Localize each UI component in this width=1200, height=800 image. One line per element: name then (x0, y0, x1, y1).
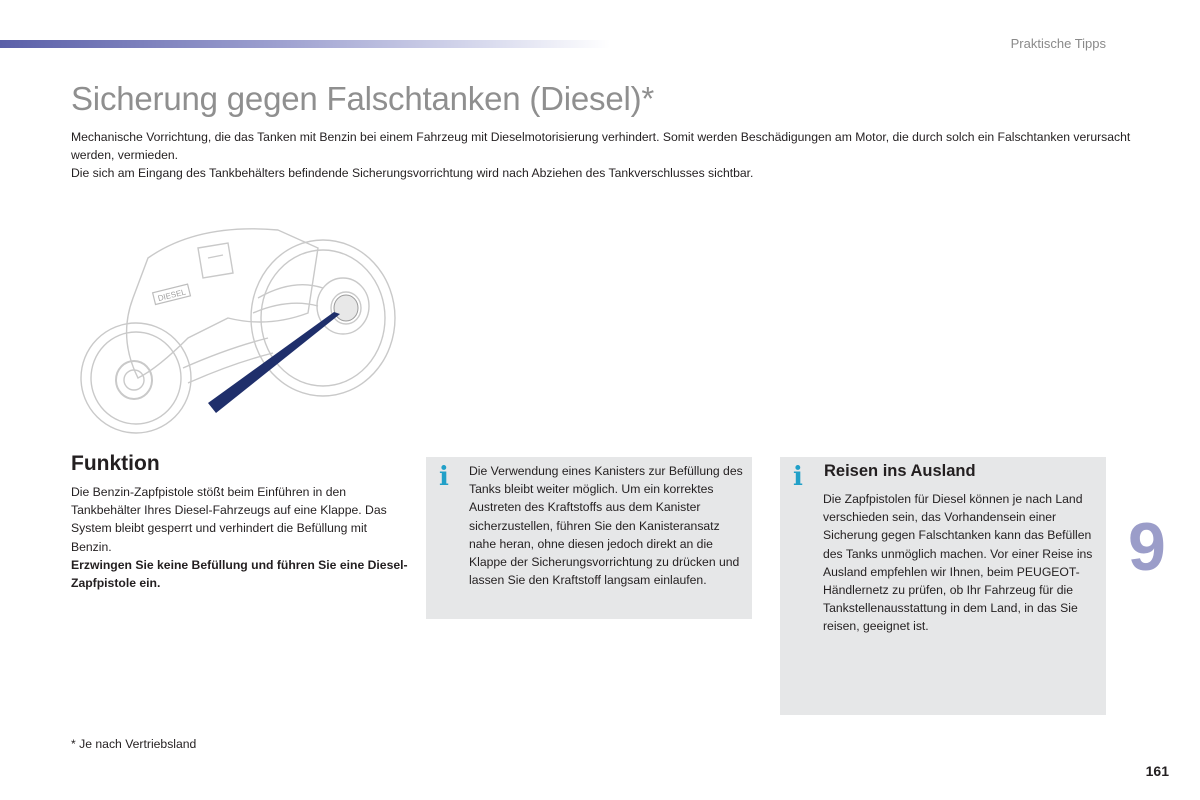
info-box-travel (780, 457, 1106, 715)
diesel-label: DIESEL (156, 287, 187, 304)
chapter-number: 9 (1128, 509, 1166, 585)
intro-text (71, 128, 1131, 182)
funktion-body (71, 483, 411, 592)
info-box-canister (426, 457, 752, 619)
funktion-heading: Funktion (71, 452, 160, 475)
page-title: Sicherung gegen Falschtanken (Diesel)* (71, 80, 655, 117)
fuel-filler-illustration (78, 218, 398, 438)
intro-paragraph: Mechanische Vorrichtung, die das Tanken mit Benzin bei einem Fahrzeug mit Dieselmotorisierung verhindert. Somit werden Beschädigungen am Motor, die durch solch ein Falschtanken verursacht werden, vermieden. (71, 130, 1131, 162)
header-accent-bar (0, 40, 610, 48)
info-box-text (823, 490, 1103, 636)
info-icon: i (439, 462, 449, 492)
footnote: * Je nach Vertriebsland (71, 737, 197, 751)
info-box-heading: Reisen ins Ausland (824, 462, 976, 480)
info-box-paragraph: Die Verwendung eines Kanisters zur Befüllung des Tanks bleibt weiter möglich. Um ein korrektes Austreten des Kraftstoffs aus dem Kanister sicherzustellen, führen Sie den Kanisteransatz nahe heran, ohne diesen jedoch direkt an die Klappe der Sicherungsvorrichtung zu drücken und lassen Sie den Kraftstoff langsam einlaufen. (469, 464, 743, 588)
funktion-warning: Erzwingen Sie keine Befüllung und führen Sie eine Diesel-Zapfpistole ein. (71, 557, 408, 591)
info-box-paragraph: Die Zapfpistolen für Diesel können je nach Land verschieden sein, das Vorhandensein einer Sicherung gegen Falschtanken kann das Befüllen des Tanks unmöglich machen. Vor einer Reise ins Ausland empfehlen wir Ihnen, beim PEUGEOT-Händlernetz zu prüfen, ob Ihr Fahrzeug für die Tankstellenausstattung in dem Land, in das Sie reisen, geeignet ist. (823, 492, 1093, 634)
intro-paragraph: Die sich am Eingang des Tankbehälters befindende Sicherungsvorrichtung wird nach Abziehen des Tankverschlusses sichtbar. (71, 166, 754, 180)
info-box-text (469, 462, 749, 589)
pointer-arrow (208, 312, 340, 413)
funktion-text: Die Benzin-Zapfpistole stößt beim Einführen in den Tankbehälter Ihres Diesel-Fahrzeugs auf eine Klappe. Das System bleibt gesperrt und verhindert die Befüllung mit Benzin. (71, 485, 387, 554)
page-number: 161 (1145, 763, 1169, 779)
section-label: Praktische Tipps (1010, 36, 1106, 51)
info-icon: i (793, 462, 803, 492)
